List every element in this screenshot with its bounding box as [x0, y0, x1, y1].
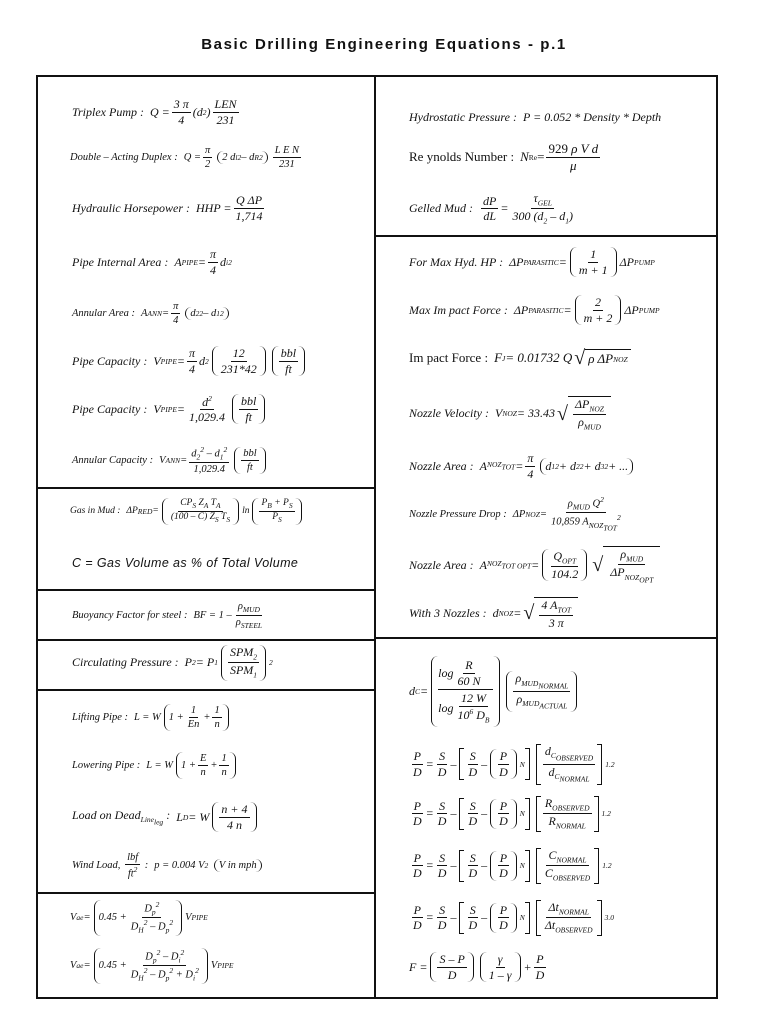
column-divider — [374, 75, 376, 999]
left-divider — [36, 487, 375, 489]
pipe-capacity-equation-2: Pipe Capacity : V PIPE = $\frac{d^2}{1,029.4}$ $\frac{\text{bbl}}{ft}$ — [72, 394, 268, 424]
hydraulic-horsepower-equation: Hydraulic Horsepower : HHP = $\frac{\text{Q ΔP}}{1,714}$ — [72, 193, 263, 223]
dc-exponent-equation: d C = log $\frac{R}{60 N}$ log $\frac{12 W}{10^6 D_B}$ $\frac{\rho_{MUD_{NORMAL}}}{\rho_{MUD_{ACTUAL}}}$ — [409, 656, 580, 727]
nozzle-area-equation-2: Nozzle Area : A $NOZ_{TOT OPT}$ = $\frac{Q_{OPT}}{104.2}$ √ $\frac{\rho_{MUD}}{\Delta P_{NOZ_{OPT}}}$ — [409, 546, 660, 584]
right-divider — [374, 235, 718, 237]
wind-load-equation: Wind Load, $\frac{\text{lbf}}{ft^2}$ : p = 0.004 V 2 V in mph — [72, 852, 265, 880]
lowering-pipe-equation: Lowering Pipe : L = W 1 + $\frac{E}{n}$ + $\frac{1}{n}$ — [72, 752, 239, 779]
right-divider — [374, 637, 718, 639]
annular-capacity-equation: Annular Capacity : V ANN = $\frac{d_2^2 - d_1^2}{1,029.4}$ $\frac{\text{bbl}}{ft}$ — [72, 446, 269, 475]
gelled-mud-equation: Gelled Mud : $\frac{dP}{dL}$ = $\frac{\tau_{GEL}}{300 (d_2 - d_1)}$ — [409, 191, 573, 226]
buoyancy-factor-equation: Buoyancy Factor for steel : BF = 1 – $\frac{\rho_{MUD}}{\rho_{STEEL}}$ — [72, 601, 263, 631]
gas-in-mud-equation: Gas in Mud : ΔP RED = $\frac{CP_S Z_A T_A}{(100 - C) Z_S T_S}$ ln $\frac{P_B + P_S}{P_S}$ — [70, 498, 305, 525]
left-divider — [36, 892, 375, 894]
hydrostatic-pressure-equation: Hydrostatic Pressure : P = 0.052 * Density * Depth — [409, 110, 662, 124]
pore-pressure-conductivity-equation: $\frac{P}{D}$ = $\frac{S}{D}$ – $\frac{S}{D}$ – $\frac{P}{D}$ N $\frac{C_{NORMAL}}{C_{OBSERVED}}$ 1.2 — [413, 848, 612, 883]
pore-pressure-dc-equation: $\frac{P}{D}$ = $\frac{S}{D}$ – $\frac{S}{D}$ – $\frac{P}{D}$ N $\frac{d_{C_{OBSERVED}}}{d_{C_{NORMAL}}}$ 1.2 — [413, 744, 615, 784]
pipe-internal-area-equation: Pipe Internal Area : A PIPE = $\frac{\pi}{4}$ d i 2 — [72, 247, 232, 277]
circulating-pressure-equation: Circulating Pressure : P 2 = P 1 $\frac{SPM_2}{SPM_1}$ 2 — [72, 645, 273, 680]
max-impact-force-equation: Max Im pact Force : ΔP PARASITIC = $\frac{2}{m + 2}$ ΔP PUMP — [409, 295, 660, 325]
dead-line-load-equation: Load on Dead$_{Line_{leg}}$ : L D = W $\frac{n + 4}{4 n}$ — [72, 802, 260, 832]
reynolds-number-equation: Re ynolds Number : N Re = $\frac{\text{929 ρ V d}}{\mu}$ — [409, 141, 599, 173]
left-divider — [36, 589, 375, 591]
page-title: Basic Drilling Engineering Equations - p.1 — [201, 36, 567, 53]
annular-area-equation: Annular Area : A ANN = $\frac{\pi}{4}$ d 2 2 – d 1 2 — [72, 301, 232, 326]
duplex-pump-equation: Double – Acting Duplex : Q = $\frac{\pi}{2}$ 2 d l 2 – d R 2 $\frac{\text{L E N}}{231}$ — [70, 145, 300, 171]
pipe-capacity-equation-1: Pipe Capacity : V PIPE = $\frac{\pi}{4}$ d 2 $\frac{12}{231*42}$ $\frac{\text{bbl}}{ft}$ — [72, 346, 308, 376]
three-nozzles-equation: With 3 Nozzles : d NOZ = √ $\frac{4 A_{TOT}}{3 \pi}$ — [409, 597, 578, 630]
max-hydraulic-hp-equation: For Max Hyd. HP : ΔP PARASITIC = $\frac{1}{m + 1}$ ΔP PUMP — [409, 247, 655, 277]
nozzle-area-equation-1: Nozzle Area : A $NOZ_{TOT}$ = $\frac{\pi}{4}$ d 1 2 + d 2 2 + d 3 2 + ... — [409, 452, 636, 480]
pore-pressure-resistivity-equation: $\frac{P}{D}$ = $\frac{S}{D}$ – $\frac{S}{D}$ – $\frac{P}{D}$ N $\frac{R_{OBSERVED}}{R_{NORMAL}}$ 1.2 — [413, 796, 611, 831]
left-divider — [36, 689, 375, 691]
impact-force-equation: Im pact Force : F J = 0.01732 Q √ ρ ΔP NOZ — [409, 348, 631, 368]
triplex-pump-equation: Triplex Pump : Q = $\frac{3 \pi}{4}$ (d 2 ) $\frac{\text{LEN}}{231}$ — [72, 97, 237, 127]
nozzle-velocity-equation: Nozzle Velocity : V NOZ = 33.43 √ $\frac{\Delta P_{NOZ}}{\rho_{MUD}}$ — [409, 396, 611, 432]
left-divider — [36, 639, 375, 641]
lifting-pipe-equation: Lifting Pipe : L = W 1 + $\frac{1}{En}$ + $\frac{1}{n}$ — [72, 704, 232, 731]
gas-volume-definition: C = Gas Volume as % of Total Volume — [72, 556, 299, 570]
pore-pressure-sonic-equation: $\frac{P}{D}$ = $\frac{S}{D}$ – $\frac{S}{D}$ – $\frac{P}{D}$ N $\frac{\Delta t_{NORMAL}}{\Delta t_{OBSERVED}}$ 3.0 — [413, 900, 614, 935]
fracture-gradient-equation: F = $\frac{S - P}{D}$ $\frac{\gamma}{1 - \gamma}$ + $\frac{P}{D}$ — [409, 952, 545, 982]
nozzle-pressure-drop-equation: Nozzle Pressure Drop : ΔP NOZ = $\frac{\rho_{MUD} Q^2}{10,859 A_{NOZ_{TOT}}^2}$ — [409, 495, 621, 533]
vae-equation-2: V ae = 0.45 + $\frac{D_p^2 - D_i^2}{D_H^2 - D_p^2 + D_i^2}$ V PIPE — [70, 948, 234, 984]
vae-equation-1: V ae = 0.45 + $\frac{D_p^2}{D_H^2 - D_p^2}$ V PIPE — [70, 900, 208, 936]
